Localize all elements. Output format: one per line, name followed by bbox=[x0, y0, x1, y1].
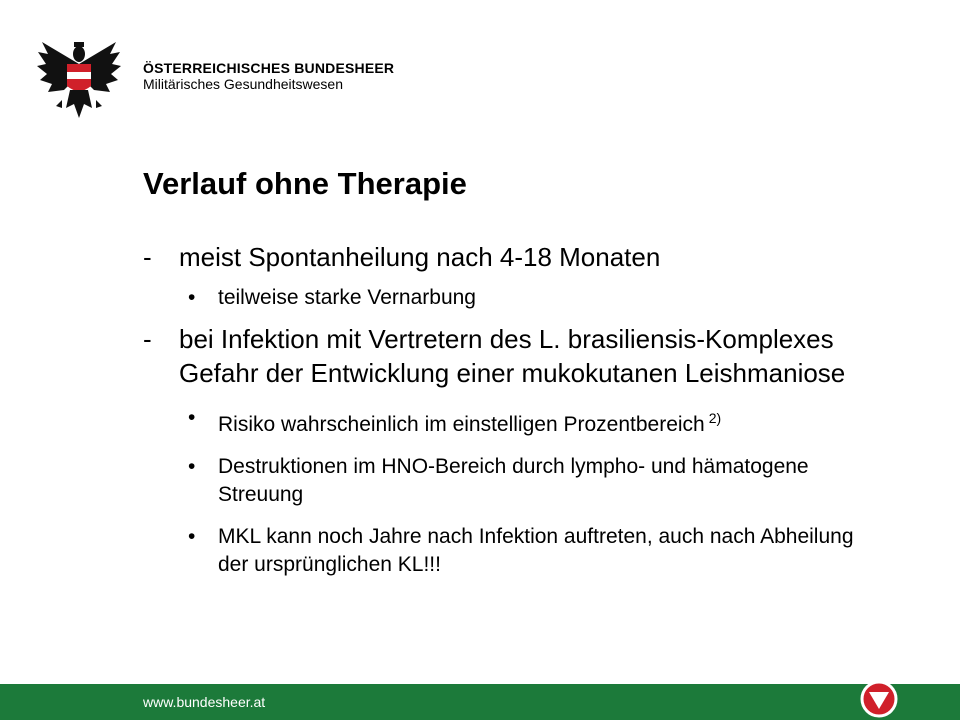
bullet-level2 bbox=[143, 404, 863, 439]
bullet-text: teilweise starke Vernarbung bbox=[218, 286, 476, 309]
organization-subtitle: Militärisches Gesundheitswesen bbox=[143, 76, 343, 93]
bullet-level1 bbox=[143, 322, 863, 390]
organization-header bbox=[143, 60, 394, 92]
bullet-dot-marker: • bbox=[188, 286, 196, 309]
bullet-level1 bbox=[143, 240, 863, 274]
bullet-dot-marker: • bbox=[188, 406, 196, 429]
bullet-text: Destruktionen im HNO-Bereich durch lympho- und hämatogene Streuung bbox=[218, 455, 809, 506]
footer-bar bbox=[0, 684, 960, 720]
slide-title: Verlauf ohne Therapie bbox=[143, 166, 467, 201]
slide-content bbox=[143, 240, 863, 579]
bullet-level2 bbox=[143, 453, 863, 509]
bullet-text: MKL kann noch Jahre nach Infektion auftreten, auch nach Abheilung der ursprünglichen KL!!! bbox=[218, 525, 854, 576]
bullet-level2 bbox=[143, 523, 863, 579]
bundesheer-triangle-logo-icon bbox=[860, 680, 898, 718]
bullet-text: bei Infektion mit Vertretern des L. brasiliensis-Komplexes Gefahr der Entwicklung einer mukokutanen Leishmaniose bbox=[179, 324, 846, 388]
bullet-text: meist Spontanheilung nach 4-18 Monaten bbox=[179, 242, 661, 272]
bullet-dot-marker: • bbox=[188, 525, 196, 548]
austrian-eagle-coat-of-arms-icon bbox=[34, 34, 124, 128]
dash-marker: - bbox=[143, 242, 152, 272]
footnote-reference: 2) bbox=[708, 410, 722, 426]
bullet-level2 bbox=[143, 284, 863, 312]
dash-marker: - bbox=[143, 324, 152, 354]
organization-name: ÖSTERREICHISCHES BUNDESHEER bbox=[143, 60, 395, 76]
bullet-dot-marker: • bbox=[188, 455, 196, 478]
footer-website-link[interactable]: www.bundesheer.at bbox=[143, 694, 266, 710]
bullet-text: Risiko wahrscheinlich im einstelligen Prozentbereich bbox=[218, 413, 705, 436]
